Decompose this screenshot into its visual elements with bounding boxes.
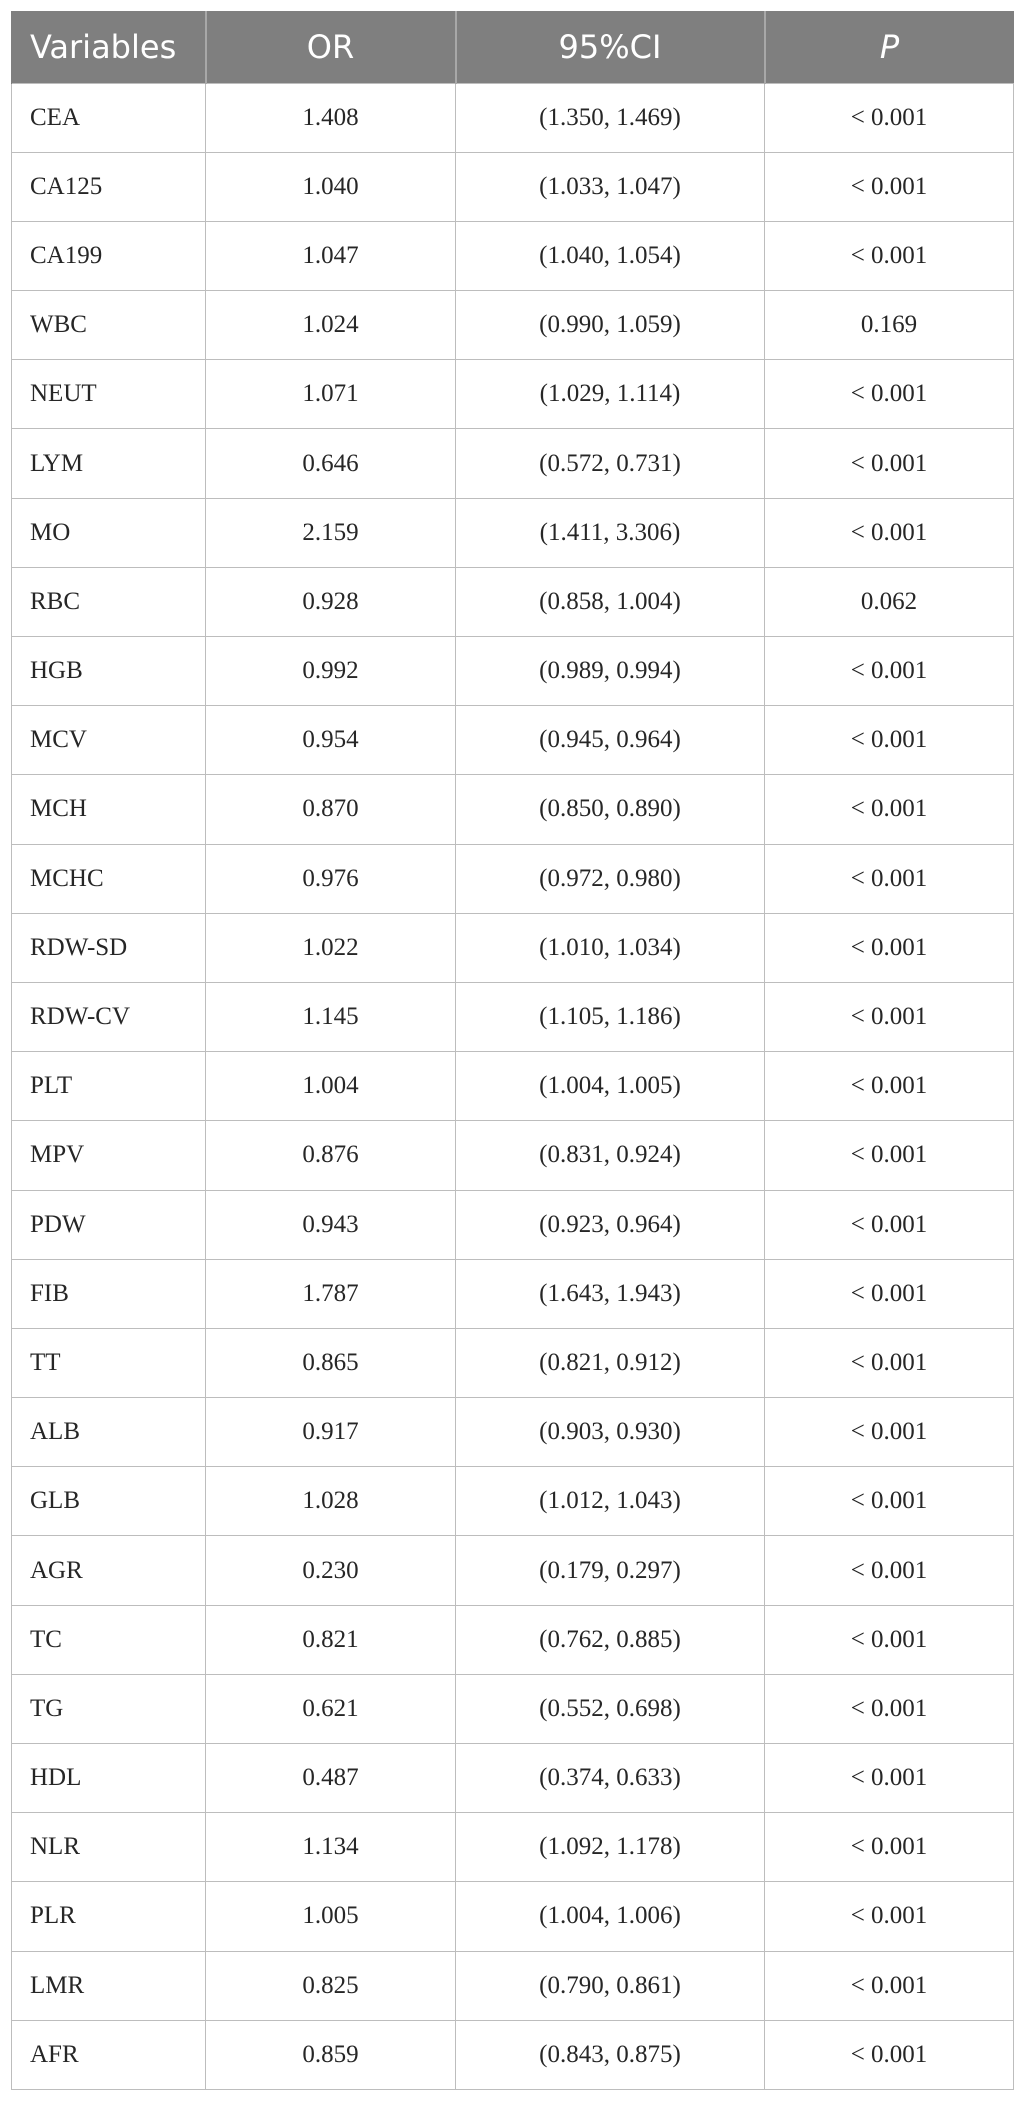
header-p <box>765 11 1014 83</box>
cell-ci: (0.374, 0.633) <box>456 1744 765 1813</box>
cell-p: < 0.001 <box>765 1467 1014 1536</box>
cell-or: 1.071 <box>206 360 456 429</box>
cell-ci: (0.945, 0.964) <box>456 706 765 775</box>
cell-ci: (0.831, 0.924) <box>456 1121 765 1190</box>
cell-or: 1.134 <box>206 1813 456 1882</box>
table-row <box>12 83 1014 152</box>
cell-variable: AGR <box>12 1536 206 1605</box>
cell-ci: (0.762, 0.885) <box>456 1605 765 1674</box>
cell-p: < 0.001 <box>765 1536 1014 1605</box>
table-row <box>12 1744 1014 1813</box>
cell-p: < 0.001 <box>765 1605 1014 1674</box>
table-row <box>12 1190 1014 1259</box>
table-row <box>12 567 1014 636</box>
cell-or: 0.230 <box>206 1536 456 1605</box>
table-row <box>12 982 1014 1051</box>
cell-or: 0.954 <box>206 706 456 775</box>
cell-ci: (1.092, 1.178) <box>456 1813 765 1882</box>
header-or: OR <box>206 11 456 83</box>
table-row <box>12 1259 1014 1328</box>
cell-variable: TG <box>12 1674 206 1743</box>
cell-ci: (0.850, 0.890) <box>456 775 765 844</box>
cell-p: < 0.001 <box>765 913 1014 982</box>
table-row <box>12 1882 1014 1951</box>
table-row <box>12 498 1014 567</box>
header-row <box>12 11 1014 83</box>
cell-ci: (0.903, 0.930) <box>456 1398 765 1467</box>
table-row <box>12 1121 1014 1190</box>
cell-variable: FIB <box>12 1259 206 1328</box>
cell-variable: RDW-CV <box>12 982 206 1051</box>
cell-variable: CA125 <box>12 152 206 221</box>
cell-variable: RBC <box>12 567 206 636</box>
header-p-label: P <box>879 27 900 66</box>
cell-ci: (1.004, 1.005) <box>456 1052 765 1121</box>
cell-or: 2.159 <box>206 498 456 567</box>
cell-variable: HDL <box>12 1744 206 1813</box>
cell-ci: (1.012, 1.043) <box>456 1467 765 1536</box>
table-row <box>12 1674 1014 1743</box>
table-body <box>12 83 1014 2089</box>
cell-or: 0.976 <box>206 844 456 913</box>
cell-variable: NEUT <box>12 360 206 429</box>
cell-ci: (1.350, 1.469) <box>456 83 765 152</box>
cell-or: 0.646 <box>206 429 456 498</box>
table-row <box>12 152 1014 221</box>
cell-p: < 0.001 <box>765 221 1014 290</box>
cell-ci: (1.105, 1.186) <box>456 982 765 1051</box>
results-table-container <box>11 11 1013 2090</box>
cell-or: 0.870 <box>206 775 456 844</box>
cell-or: 1.028 <box>206 1467 456 1536</box>
cell-p: < 0.001 <box>765 360 1014 429</box>
cell-variable: AFR <box>12 2020 206 2089</box>
cell-or: 1.408 <box>206 83 456 152</box>
cell-or: 1.047 <box>206 221 456 290</box>
cell-p: < 0.001 <box>765 844 1014 913</box>
cell-or: 1.022 <box>206 913 456 982</box>
cell-ci: (0.790, 0.861) <box>456 1951 765 2020</box>
table-row <box>12 913 1014 982</box>
cell-ci: (0.572, 0.731) <box>456 429 765 498</box>
cell-p: < 0.001 <box>765 1121 1014 1190</box>
cell-variable: TT <box>12 1328 206 1397</box>
table-row <box>12 1398 1014 1467</box>
cell-ci: (0.821, 0.912) <box>456 1328 765 1397</box>
cell-variable: PDW <box>12 1190 206 1259</box>
cell-or: 0.487 <box>206 1744 456 1813</box>
cell-or: 1.145 <box>206 982 456 1051</box>
cell-variable: CA199 <box>12 221 206 290</box>
cell-p: < 0.001 <box>765 982 1014 1051</box>
table-row <box>12 775 1014 844</box>
header-ci: 95%CI <box>456 11 765 83</box>
cell-ci: (1.040, 1.054) <box>456 221 765 290</box>
cell-or: 0.992 <box>206 637 456 706</box>
cell-p: < 0.001 <box>765 1813 1014 1882</box>
cell-or: 0.825 <box>206 1951 456 2020</box>
cell-p: < 0.001 <box>765 1052 1014 1121</box>
cell-variable: ALB <box>12 1398 206 1467</box>
cell-or: 0.876 <box>206 1121 456 1190</box>
cell-p: 0.169 <box>765 291 1014 360</box>
cell-or: 0.621 <box>206 1674 456 1743</box>
cell-p: < 0.001 <box>765 1674 1014 1743</box>
cell-variable: WBC <box>12 291 206 360</box>
cell-p: < 0.001 <box>765 706 1014 775</box>
table-row <box>12 706 1014 775</box>
table-row <box>12 1605 1014 1674</box>
cell-or: 1.024 <box>206 291 456 360</box>
cell-or: 0.928 <box>206 567 456 636</box>
cell-or: 0.821 <box>206 1605 456 1674</box>
cell-ci: (0.552, 0.698) <box>456 1674 765 1743</box>
table-row <box>12 1951 1014 2020</box>
cell-ci: (1.004, 1.006) <box>456 1882 765 1951</box>
cell-ci: (0.858, 1.004) <box>456 567 765 636</box>
cell-variable: HGB <box>12 637 206 706</box>
cell-p: < 0.001 <box>765 1951 1014 2020</box>
cell-p: < 0.001 <box>765 1190 1014 1259</box>
cell-p: 0.062 <box>765 567 1014 636</box>
cell-p: < 0.001 <box>765 498 1014 567</box>
cell-p: < 0.001 <box>765 1882 1014 1951</box>
cell-ci: (1.643, 1.943) <box>456 1259 765 1328</box>
table-row <box>12 637 1014 706</box>
cell-p: < 0.001 <box>765 83 1014 152</box>
cell-p: < 0.001 <box>765 2020 1014 2089</box>
cell-p: < 0.001 <box>765 637 1014 706</box>
cell-or: 1.040 <box>206 152 456 221</box>
cell-variable: MCH <box>12 775 206 844</box>
table-row <box>12 429 1014 498</box>
table-row <box>12 1536 1014 1605</box>
cell-or: 0.859 <box>206 2020 456 2089</box>
cell-variable: MCV <box>12 706 206 775</box>
cell-ci: (1.010, 1.034) <box>456 913 765 982</box>
table-row <box>12 1813 1014 1882</box>
cell-variable: CEA <box>12 83 206 152</box>
cell-ci: (0.923, 0.964) <box>456 1190 765 1259</box>
cell-variable: LYM <box>12 429 206 498</box>
cell-variable: MPV <box>12 1121 206 1190</box>
cell-ci: (1.411, 3.306) <box>456 498 765 567</box>
cell-variable: RDW-SD <box>12 913 206 982</box>
cell-ci: (1.029, 1.114) <box>456 360 765 429</box>
cell-ci: (0.989, 0.994) <box>456 637 765 706</box>
cell-p: < 0.001 <box>765 1744 1014 1813</box>
cell-variable: GLB <box>12 1467 206 1536</box>
cell-p: < 0.001 <box>765 152 1014 221</box>
cell-or: 0.917 <box>206 1398 456 1467</box>
cell-ci: (0.843, 0.875) <box>456 2020 765 2089</box>
header-variables: Variables <box>12 11 206 83</box>
odds-ratio-table <box>11 11 1014 2090</box>
table-row <box>12 360 1014 429</box>
cell-p: < 0.001 <box>765 1328 1014 1397</box>
table-row <box>12 221 1014 290</box>
table-row <box>12 291 1014 360</box>
cell-ci: (0.972, 0.980) <box>456 844 765 913</box>
cell-or: 1.005 <box>206 1882 456 1951</box>
table-row <box>12 844 1014 913</box>
cell-p: < 0.001 <box>765 429 1014 498</box>
cell-variable: PLT <box>12 1052 206 1121</box>
table-row <box>12 1052 1014 1121</box>
cell-variable: MCHC <box>12 844 206 913</box>
cell-variable: MO <box>12 498 206 567</box>
cell-or: 0.943 <box>206 1190 456 1259</box>
cell-or: 0.865 <box>206 1328 456 1397</box>
cell-ci: (1.033, 1.047) <box>456 152 765 221</box>
cell-p: < 0.001 <box>765 1398 1014 1467</box>
cell-p: < 0.001 <box>765 1259 1014 1328</box>
cell-or: 1.787 <box>206 1259 456 1328</box>
table-header <box>12 11 1014 83</box>
cell-variable: PLR <box>12 1882 206 1951</box>
cell-variable: LMR <box>12 1951 206 2020</box>
table-row <box>12 2020 1014 2089</box>
table-row <box>12 1328 1014 1397</box>
cell-variable: NLR <box>12 1813 206 1882</box>
cell-ci: (0.179, 0.297) <box>456 1536 765 1605</box>
cell-p: < 0.001 <box>765 775 1014 844</box>
table-row <box>12 1467 1014 1536</box>
cell-or: 1.004 <box>206 1052 456 1121</box>
cell-variable: TC <box>12 1605 206 1674</box>
cell-ci: (0.990, 1.059) <box>456 291 765 360</box>
